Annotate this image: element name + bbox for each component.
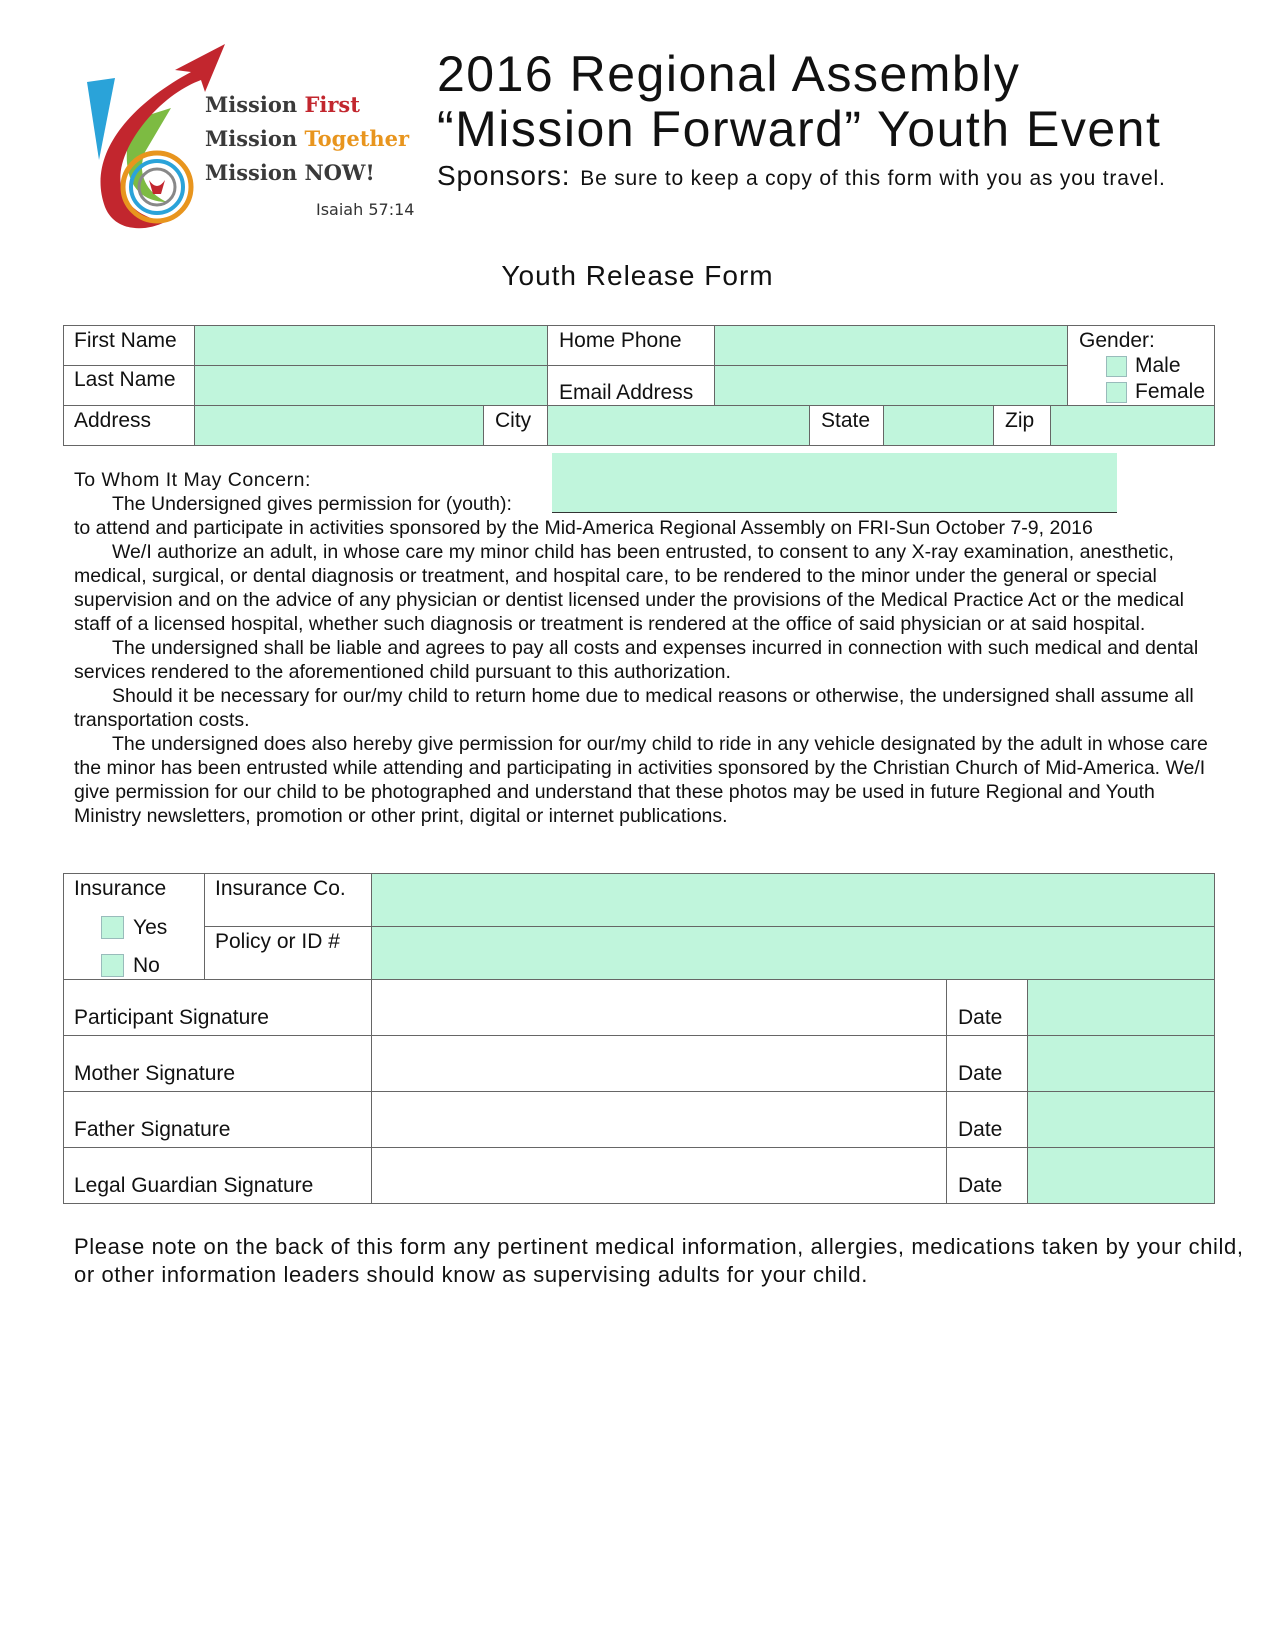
permission-line: The Undersigned gives permission for (youth):	[112, 493, 512, 515]
last-name-label-cell	[63, 365, 195, 406]
mother-date-label-cell	[946, 1035, 1028, 1092]
insurance-company-field[interactable]	[371, 873, 1215, 927]
logo-tagline-1: Mission First	[205, 92, 360, 117]
first-name-label: First Name	[74, 329, 177, 352]
mission-logo	[75, 42, 420, 237]
policy-id-label: Policy or ID #	[215, 930, 340, 953]
mother-signature-label: Mother Signature	[74, 1062, 236, 1085]
email-label-cell	[547, 365, 715, 406]
logo-verse: Isaiah 57:14	[316, 200, 415, 219]
page-title-line-2: “Mission Forward” Youth Event	[437, 101, 1162, 157]
guardian-date-field[interactable]	[1027, 1147, 1215, 1204]
logo-tagline-2: Mission Together	[205, 126, 410, 151]
insurance-yes-label: Yes	[133, 916, 168, 939]
city-label: City	[495, 409, 532, 432]
address-label-cell	[63, 405, 195, 446]
address-field[interactable]	[194, 405, 484, 446]
zip-field[interactable]	[1050, 405, 1215, 446]
first-name-label-cell	[63, 325, 195, 366]
father-signature-field[interactable]	[371, 1091, 947, 1148]
mother-signature-field[interactable]	[371, 1035, 947, 1092]
home-phone-label-cell	[547, 325, 715, 366]
guardian-date-label: Date	[958, 1174, 1003, 1197]
policy-id-field[interactable]	[371, 926, 1215, 980]
insurance-yes-checkbox[interactable]	[101, 916, 124, 939]
male-checkbox[interactable]	[1106, 356, 1127, 377]
home-phone-field[interactable]	[714, 325, 1068, 366]
page-title-line-1: 2016 Regional Assembly	[437, 46, 1021, 102]
city-field[interactable]	[547, 405, 810, 446]
gender-cell	[1067, 325, 1215, 406]
email-field[interactable]	[714, 365, 1068, 406]
participant-signature-field[interactable]	[371, 979, 947, 1036]
mother-date-label: Date	[958, 1062, 1003, 1085]
insurance-label: Insurance	[74, 877, 167, 900]
guardian-signature-field[interactable]	[371, 1147, 947, 1204]
zip-label: Zip	[1005, 409, 1035, 432]
medical-consent-paragraph: We/I authorize an adult, in whose care my minor child has been entrusted, to consent to any X-ray examination, anesthetic, medical, surgical, or dental diagnosis or treatment, and hospital care, to be rendered to the minor under the general or special supervision and on the advice of any physician or dentist licensed under the provisions of the Medical Practice Act or the medical staff of a licensed hospital, whether such diagnosis or treatment is rendered at the office of said physician or at said hospital.	[74, 541, 1184, 635]
letter-greeting: To Whom It May Concern:	[74, 469, 311, 491]
insurance-no-checkbox[interactable]	[101, 954, 124, 977]
address-label: Address	[74, 409, 152, 432]
last-name-field[interactable]	[194, 365, 548, 406]
father-date-label-cell	[946, 1091, 1028, 1148]
email-label: Email Address	[559, 381, 694, 404]
city-label-cell	[483, 405, 548, 446]
form-title: Youth Release Form	[501, 260, 774, 291]
insurance-cell	[63, 873, 205, 980]
sponsors-line	[437, 160, 1166, 192]
participant-signature-label: Participant Signature	[74, 1006, 269, 1029]
father-signature-label: Father Signature	[74, 1118, 231, 1141]
policy-id-label-cell	[204, 926, 372, 980]
state-field[interactable]	[883, 405, 994, 446]
sponsors-note: Be sure to keep a copy of this form with you as you travel.	[580, 167, 1166, 190]
home-phone-label: Home Phone	[559, 329, 682, 352]
state-label: State	[821, 409, 871, 432]
male-label: Male	[1135, 354, 1181, 377]
logo-tagline-3: Mission NOW!	[205, 160, 375, 185]
female-label: Female	[1135, 380, 1206, 403]
mother-date-field[interactable]	[1027, 1035, 1215, 1092]
father-date-field[interactable]	[1027, 1091, 1215, 1148]
state-label-cell	[809, 405, 884, 446]
participant-date-label: Date	[958, 1006, 1003, 1029]
first-name-field[interactable]	[194, 325, 548, 366]
participant-signature-label-cell	[63, 979, 372, 1036]
guardian-signature-label: Legal Guardian Signature	[74, 1174, 314, 1197]
guardian-signature-label-cell	[63, 1147, 372, 1204]
father-signature-label-cell	[63, 1091, 372, 1148]
medical-info-note: Please note on the back of this form any pertinent medical information, allergies, medications taken by your child, or other information leaders should know as supervising adults for your child.	[74, 1234, 1244, 1287]
release-letter	[74, 468, 1214, 828]
last-name-label: Last Name	[74, 368, 176, 391]
liability-paragraph: The undersigned shall be liable and agrees to pay all costs and expenses incurred in connection with such medical and dental services rendered to the aforementioned child pursuant to this authorization.	[74, 637, 1199, 683]
insurance-company-label: Insurance Co.	[215, 877, 346, 900]
father-date-label: Date	[958, 1118, 1003, 1141]
sponsors-label: Sponsors:	[437, 160, 571, 191]
mother-signature-label-cell	[63, 1035, 372, 1092]
insurance-company-label-cell	[204, 873, 372, 927]
gender-label: Gender:	[1079, 329, 1155, 352]
transport-paragraph: Should it be necessary for our/my child to return home due to medical reasons or otherwise, the undersigned shall assume all transportation costs.	[74, 685, 1194, 731]
insurance-no-label: No	[133, 954, 160, 977]
guardian-date-label-cell	[946, 1147, 1028, 1204]
participant-date-label-cell	[946, 979, 1028, 1036]
participant-date-field[interactable]	[1027, 979, 1215, 1036]
zip-label-cell	[993, 405, 1051, 446]
attend-line: to attend and participate in activities sponsored by the Mid-America Regional Assembly on FRI-Sun October 7-9, 2016	[74, 517, 1093, 539]
vehicle-photo-paragraph: The undersigned does also hereby give permission for our/my child to ride in any vehicle designated by the adult in whose care the minor has been entrusted while attending and participating in activities sponsored by the Christian Church of Mid-America. We/I give permission for our child to be photographed and understand that these photos may be used in future Regional and Youth Ministry newsletters, promotion or other print, digital or internet publications.	[74, 733, 1208, 827]
female-checkbox[interactable]	[1106, 382, 1127, 403]
